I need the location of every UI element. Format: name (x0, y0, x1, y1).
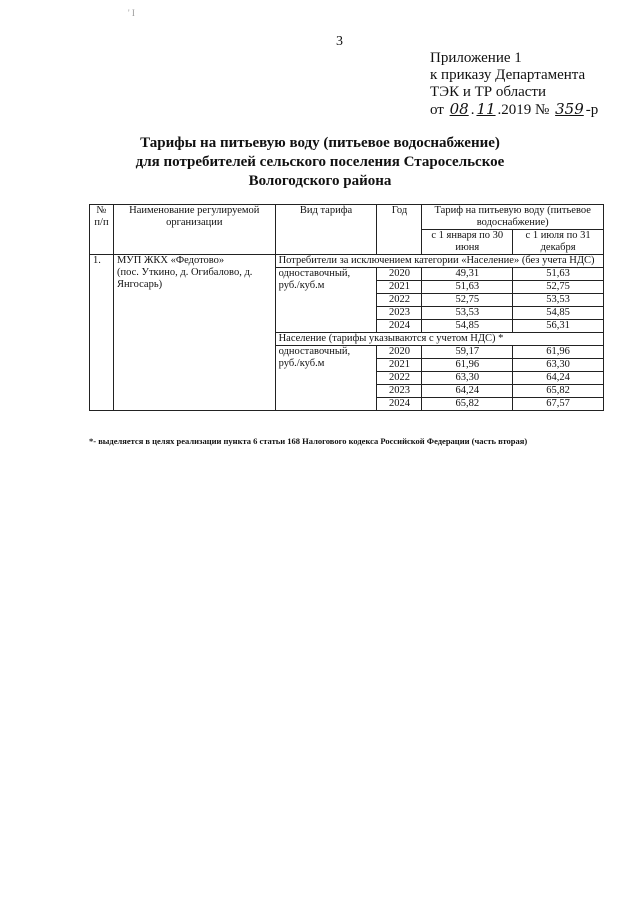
number-suffix: -р (585, 102, 599, 118)
group-2-label: Население (тарифы указываются с учетом НДС) * (275, 333, 603, 346)
date-day: 08 (449, 100, 469, 118)
tariff-cell: 52,75 (422, 294, 513, 307)
organization-name: МУП ЖКХ «Федотово» (116, 255, 225, 266)
number-prefix: № (535, 102, 550, 118)
date-year: .2019 (497, 102, 532, 118)
date-month: 11 (476, 100, 496, 118)
tariff-cell: 61,96 (422, 359, 513, 372)
tariff-cell: 54,85 (513, 307, 604, 320)
year-cell: 2022 (377, 372, 422, 385)
tariff-cell: 67,57 (513, 398, 604, 411)
year-cell: 2020 (377, 346, 422, 359)
year-cell: 2024 (377, 320, 422, 333)
tariff-cell: 56,31 (513, 320, 604, 333)
title-line-1: Тарифы на питьевую воду (питьевое водоснабжение) (140, 135, 500, 151)
header-num: № п/п (90, 205, 114, 255)
year-cell: 2024 (377, 398, 422, 411)
year-cell: 2023 (377, 307, 422, 320)
year-cell: 2023 (377, 385, 422, 398)
organization-area: (пос. Уткино, д. Огибалово, д. Янгосарь) (116, 267, 253, 290)
organization-cell (113, 255, 275, 411)
tariff-table (89, 204, 604, 411)
date-prefix: от (430, 102, 444, 118)
tariff-cell: 64,24 (513, 372, 604, 385)
document-title (0, 134, 640, 191)
page-number: 3 (336, 34, 343, 49)
appendix-line-1: Приложение 1 (430, 50, 522, 66)
tariff-cell: 61,96 (513, 346, 604, 359)
group-2-tariff-type: одноставочный, руб./куб.м (275, 346, 377, 411)
year-cell: 2022 (377, 294, 422, 307)
header-tariff-type: Вид тарифа (275, 205, 377, 255)
tariff-cell: 65,82 (513, 385, 604, 398)
header-year: Год (377, 205, 422, 255)
appendix-line-3: ТЭК и ТР области (430, 84, 546, 100)
header-org: Наименование регулируемой организации (113, 205, 275, 255)
header-period-2: с 1 июля по 31 декабря (513, 230, 604, 255)
tariff-cell: 49,31 (422, 268, 513, 281)
tariff-cell: 63,30 (422, 372, 513, 385)
title-line-3: Вологодского района (248, 173, 392, 189)
year-cell: 2021 (377, 359, 422, 372)
corner-mark: ' I (128, 8, 135, 18)
tariff-cell: 64,24 (422, 385, 513, 398)
tariff-cell: 52,75 (513, 281, 604, 294)
tariff-cell: 59,17 (422, 346, 513, 359)
tariff-cell: 54,85 (422, 320, 513, 333)
tariff-cell: 65,82 (422, 398, 513, 411)
header-period-1: с 1 января по 30 июня (422, 230, 513, 255)
tariff-cell: 53,53 (422, 307, 513, 320)
appendix-date-line: от 08 . 11 .2019 № 359 -р (430, 100, 599, 118)
tariff-cell: 53,53 (513, 294, 604, 307)
header-tariff: Тариф на питьевую воду (питьевое водоснабжение) (422, 205, 604, 230)
tariff-cell: 63,30 (513, 359, 604, 372)
group-1-tariff-type: одноставочный, руб./куб.м (275, 268, 377, 333)
tariff-cell: 51,63 (422, 281, 513, 294)
order-number: 359 (555, 100, 584, 118)
year-cell: 2020 (377, 268, 422, 281)
tariff-cell: 51,63 (513, 268, 604, 281)
footnote: *- выделяется в целях реализации пункта 6 статьи 168 Налогового кодекса Российской Федерации (часть вторая) (89, 436, 528, 446)
year-cell: 2021 (377, 281, 422, 294)
title-line-2: для потребителей сельского поселения Старосельское (135, 154, 505, 170)
row-number: 1. (90, 255, 114, 411)
appendix-block (430, 50, 598, 119)
appendix-line-2: к приказу Департамента (430, 67, 586, 83)
group-1-label: Потребители за исключением категории «Население» (без учета НДС) (275, 255, 603, 268)
